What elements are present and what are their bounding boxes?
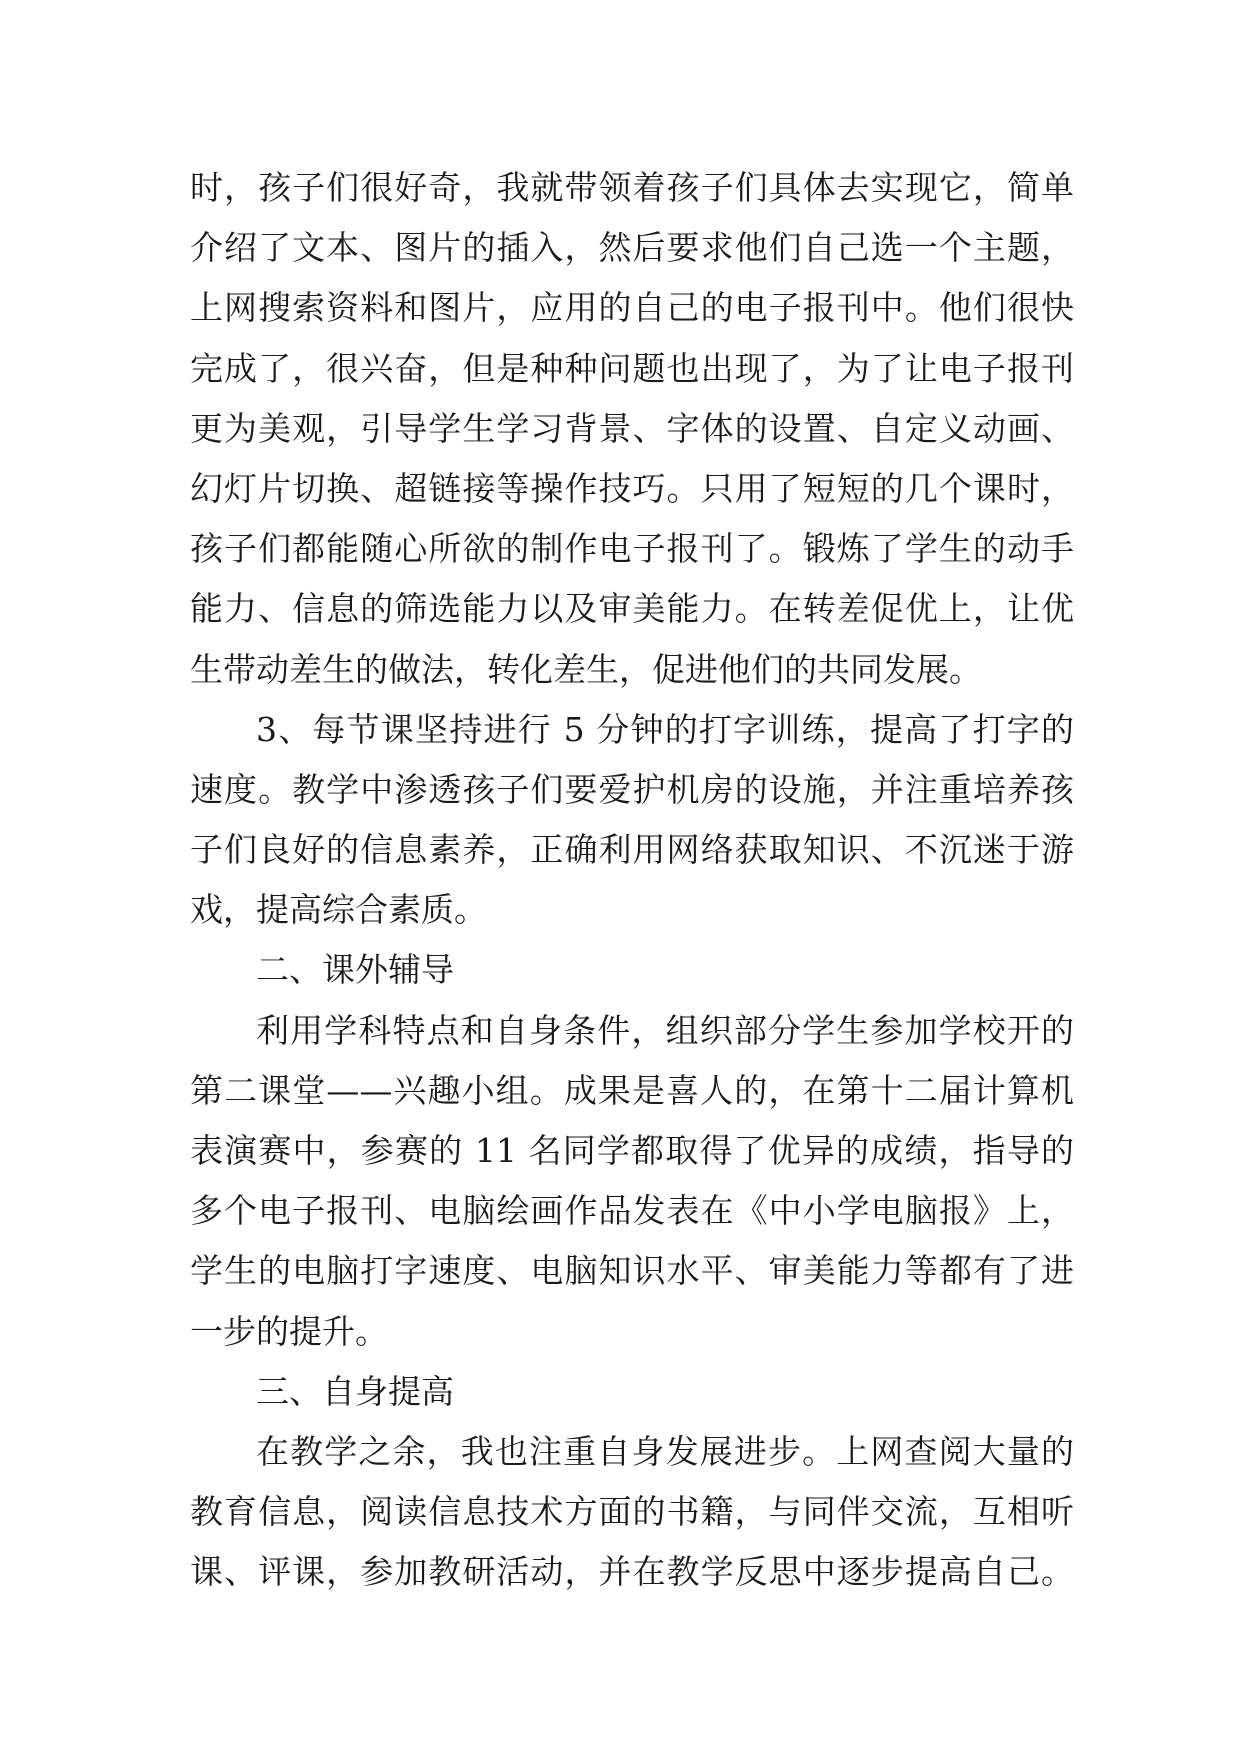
text-line: 3、每节课坚持进行 5 分钟的打字训练，提高了打字的	[256, 709, 1074, 749]
text-line: 在教学之余，我也注重自身发展进步。上网查阅大量的	[256, 1431, 1074, 1471]
text-line: 多个电子报刊、电脑绘画作品发表在《中小学电脑报》上，	[190, 1191, 1074, 1231]
text-line: 时，孩子们很好奇，我就带领着孩子们具体去实现它，简单	[190, 168, 1074, 207]
text-line: 幻灯片切换、超链接等操作技巧。只用了短短的几个课时，	[190, 468, 1074, 508]
text-line: 孩子们都能随心所欲的制作电子报刊了。锻炼了学生的动手	[190, 529, 1074, 569]
text-line: 一步的提升。	[190, 1311, 388, 1351]
text-line: 第二课堂——兴趣小组。成果是喜人的，在第十二届计算机	[190, 1070, 1074, 1110]
body-text	[190, 158, 1074, 1603]
text-line: 速度。教学中渗透孩子们要爱护机房的设施，并注重培养孩	[190, 769, 1074, 809]
text-line: 教育信息，阅读信息技术方面的书籍，与同伴交流，互相听	[190, 1492, 1074, 1532]
text-line: 生带动差生的做法，转化差生，促进他们的共同发展。	[190, 649, 982, 689]
text-line: 更为美观，引导学生学习背景、字体的设置、自定义动画、	[190, 408, 1074, 448]
text-line: 利用学科特点和自身条件，组织部分学生参加学校开的	[256, 1010, 1074, 1050]
text-line: 戏，提高综合素质。	[190, 890, 487, 930]
text-line: 学生的电脑打字速度、电脑知识水平、审美能力等都有了进	[190, 1251, 1074, 1291]
text-line: 表演赛中，参赛的 11 名同学都取得了优异的成绩，指导的	[190, 1131, 1074, 1170]
text-line: 课、评课，参加教研活动，并在教学反思中逐步提高自己。	[190, 1552, 1074, 1592]
text-line: 介绍了文本、图片的插入，然后要求他们自己选一个主题，	[190, 228, 1074, 268]
text-line: 子们良好的信息素养，正确利用网络获取知识、不沉迷于游	[190, 830, 1074, 870]
text-line: 上网搜索资料和图片，应用的自己的电子报刊中。他们很快	[190, 288, 1074, 328]
text-line: 能力、信息的筛选能力以及审美能力。在转差促优上，让优	[190, 589, 1074, 629]
text-line: 完成了，很兴奋，但是种种问题也出现了，为了让电子报刊	[190, 348, 1074, 388]
text-line: 二、课外辅导	[256, 950, 454, 990]
text-line: 三、自身提高	[256, 1371, 454, 1411]
